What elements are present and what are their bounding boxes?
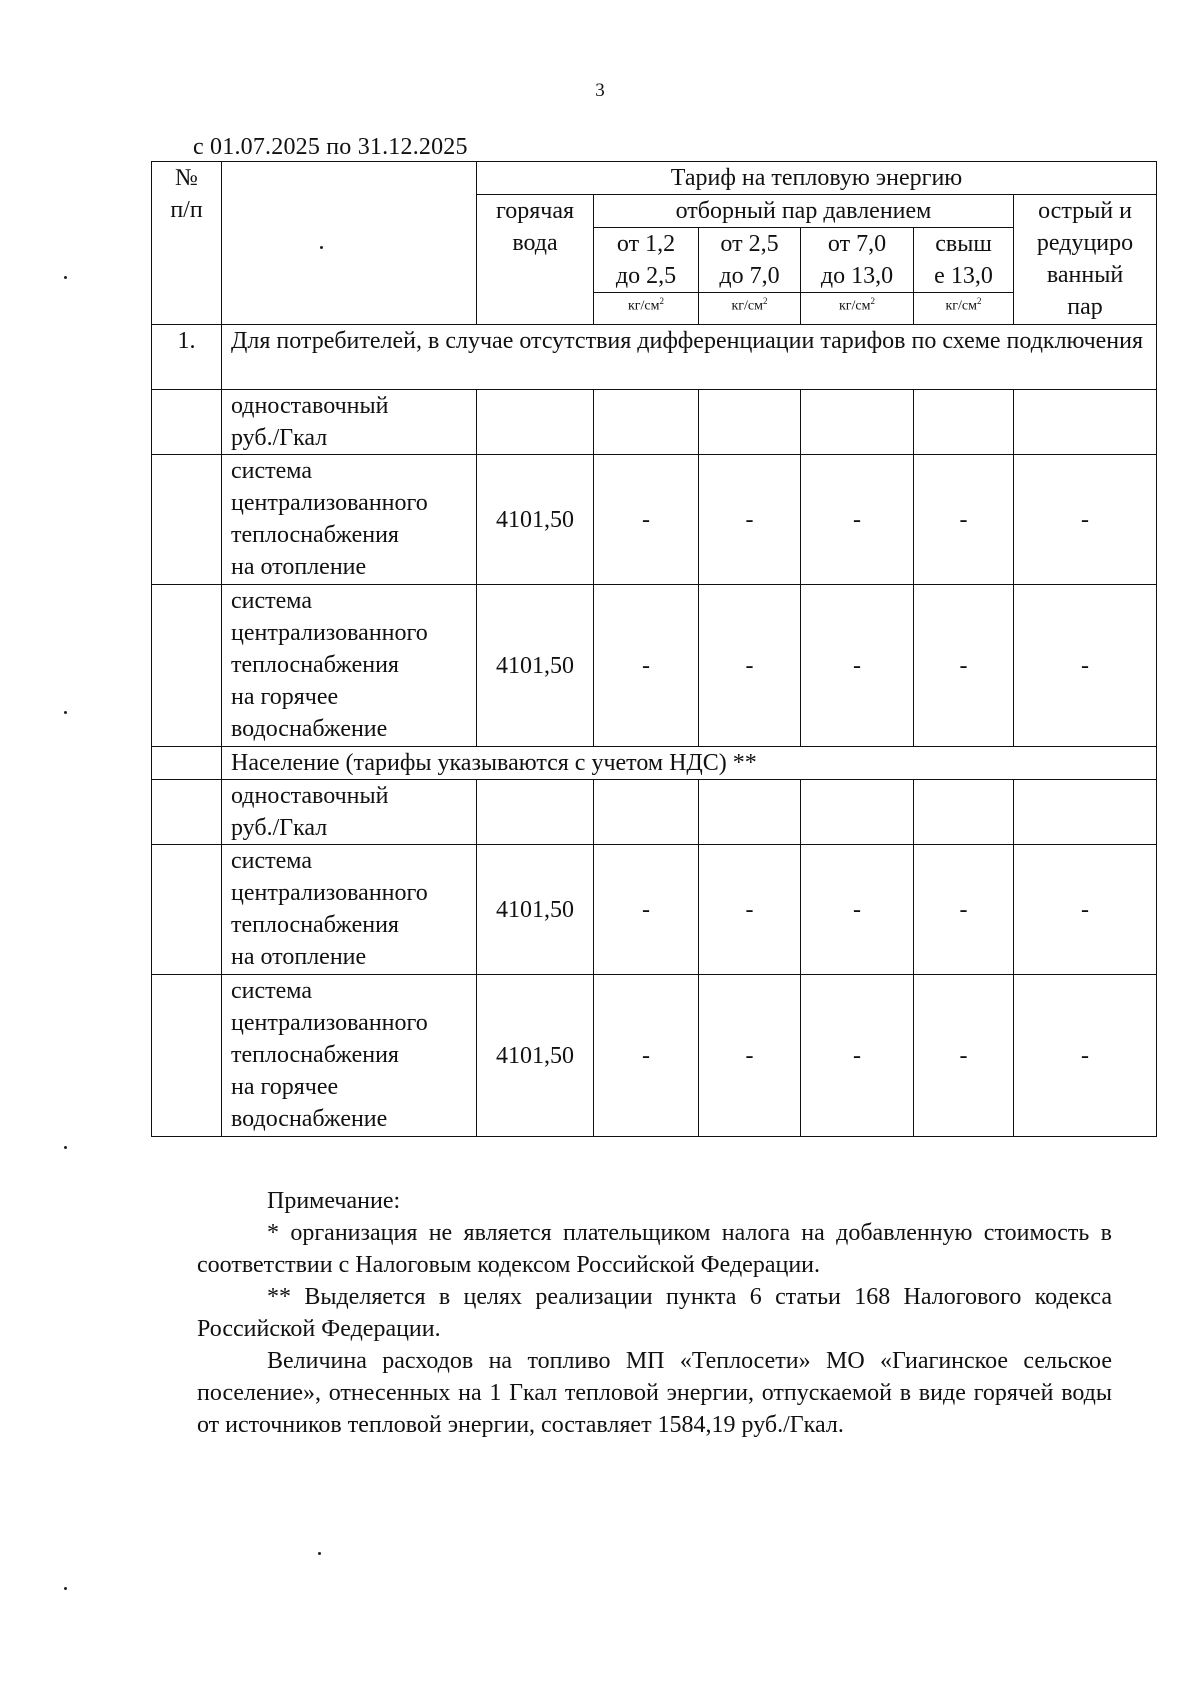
hot-water-value [477,390,594,455]
header-pressure-1: от 1,2 до 2,5 [594,228,699,293]
header-pressure-3: от 7,0 до 13,0 [801,228,914,293]
cell [801,780,914,845]
cell: - [594,845,699,975]
cell: - [801,975,914,1137]
tariff-table [151,161,1157,1137]
tariff-period: с 01.07.2025 по 31.12.2025 [193,134,468,160]
cell: - [1014,585,1157,747]
cell: - [594,975,699,1137]
cell: - [914,585,1014,747]
cell: - [1014,975,1157,1137]
row-num [152,975,222,1137]
scan-dot [320,246,323,249]
row-label: система централизованного теплоснабжения на отопление [222,845,477,975]
note-vat-included: ** Выделяется в целях реализации пункта 6 статьи 168 Налогового кодекса Российской Федерации. [197,1284,1112,1342]
unit-2: $кг/см^2$ [699,293,801,325]
row-num [152,390,222,455]
cell [1014,780,1157,845]
note-vat-exempt: * организация не является плательщиком налога на добавленную стоимость в соответствии с Налоговым кодексом Российской Федерации. [197,1220,1112,1278]
scan-dot [64,1587,67,1590]
unit-1: $кг/см^2$ [594,293,699,325]
cell [699,390,801,455]
section1-num: 1. [152,325,222,390]
row-num [152,585,222,747]
cell [1014,390,1157,455]
cell: - [914,975,1014,1137]
page-number: 3 [595,80,605,101]
cell: - [594,585,699,747]
header-steam-title: отборный пар давлением [594,195,1014,228]
header-pressure-4: свыш е 13,0 [914,228,1014,293]
cell: - [1014,845,1157,975]
row-label: одноставочный руб./Гкал [222,390,477,455]
section1-title: Для потребителей, в случае отсутствия дифференциации тарифов по схеме подключения [222,325,1157,390]
scan-dot [64,276,67,279]
row-num [152,455,222,585]
section2-num [152,747,222,780]
hot-water-value [477,780,594,845]
header-sharp-steam: острый и редуциро ванный пар [1014,195,1157,325]
hot-water-value: 4101,50 [477,585,594,747]
header-tariff-title: Тариф на тепловую энергию [477,162,1157,195]
header-hot-water: горячая вода [477,195,594,325]
cell: - [699,845,801,975]
cell: - [914,455,1014,585]
cell [914,390,1014,455]
header-empty [222,162,477,325]
row-label: одноставочный руб./Гкал [222,780,477,845]
hot-water-value: 4101,50 [477,455,594,585]
hot-water-value: 4101,50 [477,845,594,975]
cell: - [699,585,801,747]
notes-block [197,1185,1112,1441]
section2-title: Население (тарифы указываются с учетом НДС) ** [222,747,1157,780]
unit-3: $кг/см^2$ [801,293,914,325]
cell: - [801,845,914,975]
row-num [152,780,222,845]
cell: - [1014,455,1157,585]
row-num [152,845,222,975]
scan-dot [64,711,67,714]
cell [914,780,1014,845]
header-pressure-2: от 2,5 до 7,0 [699,228,801,293]
scan-dot [318,1552,321,1555]
fuel-cost-note: Величина расходов на топливо МП «Теплосети» МО «Гиагинское сельское поселение», отнесенных на 1 Гкал тепловой энергии, отпускаемой в виде горячей воды от источников тепловой энергии, составляет 1584,19 руб./Гкал. [197,1348,1112,1438]
cell [594,780,699,845]
cell: - [801,585,914,747]
row-label: система централизованного теплоснабжения на горячее водоснабжение [222,585,477,747]
cell: - [594,455,699,585]
cell: - [801,455,914,585]
row-label: система централизованного теплоснабжения на отопление [222,455,477,585]
notes-heading: Примечание: [267,1188,401,1214]
cell: - [914,845,1014,975]
cell: - [699,455,801,585]
scan-dot [64,1146,67,1149]
cell: - [699,975,801,1137]
header-num: № п/п [152,162,222,325]
cell [699,780,801,845]
cell [594,390,699,455]
unit-4: $кг/см^2$ [914,293,1014,325]
row-label: система централизованного теплоснабжения на горячее водоснабжение [222,975,477,1137]
cell [801,390,914,455]
hot-water-value: 4101,50 [477,975,594,1137]
